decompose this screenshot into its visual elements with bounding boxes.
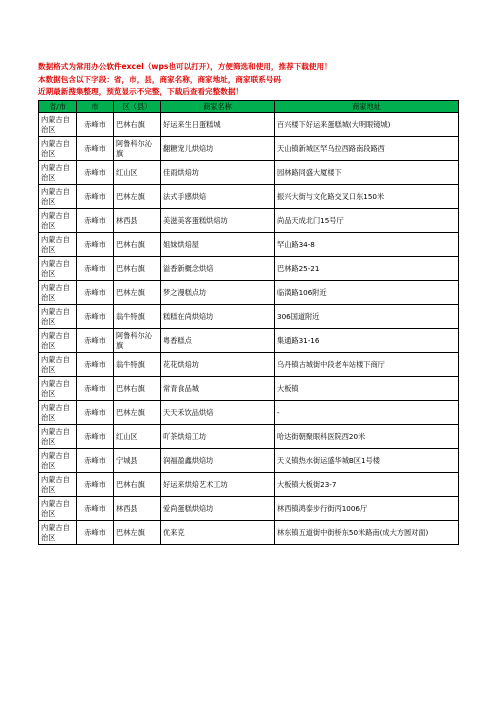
cell-merchant-name: 好运来生日蛋糕城 [161, 113, 275, 137]
cell-city: 赤峰市 [77, 281, 114, 305]
cell-city: 赤峰市 [77, 377, 114, 401]
cell-city: 赤峰市 [77, 305, 114, 329]
cell-city: 赤峰市 [77, 353, 114, 377]
cell-address: 306国道附近 [275, 305, 459, 329]
cell-merchant-name: 花花烘焙坊 [161, 353, 275, 377]
cell-province: 内蒙古自治区 [39, 233, 77, 257]
cell-merchant-name: 常青食品城 [161, 377, 275, 401]
cell-province: 内蒙古自治区 [39, 353, 77, 377]
cell-merchant-name: 佳雨烘焙坊 [161, 161, 275, 185]
cell-province: 内蒙古自治区 [39, 377, 77, 401]
cell-merchant-name: 糕糕在尚烘焙坊 [161, 305, 275, 329]
cell-city: 赤峰市 [77, 425, 114, 449]
table-row [39, 305, 459, 329]
notice-line-1: 数据格式为常用办公软件excel（wps也可以打开），方便筛选和使用，推荐下载使用！ [38, 62, 332, 71]
table-row [39, 521, 459, 545]
cell-merchant-name: 吖茶烘焙工坊 [161, 425, 275, 449]
cell-address: 乌丹镇古城街中段老车站楼下商厅 [275, 353, 459, 377]
cell-merchant-name: 姐妹烘焙屋 [161, 233, 275, 257]
cell-merchant-name: 粤香糕点 [161, 329, 275, 353]
table-row [39, 497, 459, 521]
table-row [39, 425, 459, 449]
cell-city: 赤峰市 [77, 401, 114, 425]
cell-province: 内蒙古自治区 [39, 257, 77, 281]
cell-province: 内蒙古自治区 [39, 185, 77, 209]
cell-city: 赤峰市 [77, 185, 114, 209]
cell-address: 天义镇热水街运盛华城B区1号楼 [275, 449, 459, 473]
cell-district: 宁城县 [114, 449, 161, 473]
cell-district: 阿鲁科尔沁旗 [114, 329, 161, 353]
table-header-row [39, 101, 459, 113]
notice-block [38, 61, 468, 99]
cell-district: 翁牛特旗 [114, 353, 161, 377]
cell-district: 巴林左旗 [114, 281, 161, 305]
header-merchant-name: 商家名称 [161, 101, 275, 113]
cell-district: 巴林右旗 [114, 257, 161, 281]
cell-district: 红山区 [114, 161, 161, 185]
cell-province: 内蒙古自治区 [39, 305, 77, 329]
table-row [39, 329, 459, 353]
cell-address: 林西镇鸿泰步行街丙1006厅 [275, 497, 459, 521]
cell-district: 红山区 [114, 425, 161, 449]
merchant-table [38, 100, 459, 545]
cell-province: 内蒙古自治区 [39, 449, 77, 473]
cell-city: 赤峰市 [77, 497, 114, 521]
table-row [39, 449, 459, 473]
cell-merchant-name: 好运来烘焙艺术工坊 [161, 473, 275, 497]
table-row [39, 185, 459, 209]
table-row [39, 473, 459, 497]
cell-merchant-name: 天天禾饮品烘焙 [161, 401, 275, 425]
cell-province: 内蒙古自治区 [39, 137, 77, 161]
cell-merchant-name: 润福盈鑫烘焙坊 [161, 449, 275, 473]
cell-address: 百兴楼下好运来蛋糕城(大明眼镜城) [275, 113, 459, 137]
notice-line-2: 本数据包含以下字段：省，市，县，商家名称，商家地址，商家联系号码 [38, 74, 281, 84]
cell-address: - [275, 401, 459, 425]
table-row [39, 257, 459, 281]
table-row [39, 161, 459, 185]
cell-district: 巴林右旗 [114, 233, 161, 257]
cell-province: 内蒙古自治区 [39, 401, 77, 425]
cell-district: 巴林左旗 [114, 185, 161, 209]
cell-address: 临潢路106附近 [275, 281, 459, 305]
table-body [39, 113, 459, 545]
cell-district: 巴林左旗 [114, 401, 161, 425]
table-row [39, 401, 459, 425]
cell-district: 巴林左旗 [114, 521, 161, 545]
cell-province: 内蒙古自治区 [39, 209, 77, 233]
header-province: 省/市 [39, 101, 77, 113]
cell-province: 内蒙古自治区 [39, 473, 77, 497]
cell-city: 赤峰市 [77, 473, 114, 497]
cell-district: 巴林右旗 [114, 473, 161, 497]
cell-city: 赤峰市 [77, 257, 114, 281]
table-row [39, 377, 459, 401]
cell-merchant-name: 翻糖宠儿烘焙坊 [161, 137, 275, 161]
cell-district: 林西县 [114, 497, 161, 521]
cell-merchant-name: 梦之漫糕点坊 [161, 281, 275, 305]
cell-province: 内蒙古自治区 [39, 497, 77, 521]
cell-province: 内蒙古自治区 [39, 113, 77, 137]
cell-merchant-name: 法式手感烘焙 [161, 185, 275, 209]
cell-city: 赤峰市 [77, 449, 114, 473]
cell-province: 内蒙古自治区 [39, 281, 77, 305]
cell-address: 大板镇大板街23-7 [275, 473, 459, 497]
cell-city: 赤峰市 [77, 329, 114, 353]
cell-address: 集通路31-16 [275, 329, 459, 353]
header-district: 区（县） [114, 101, 161, 113]
table-row [39, 353, 459, 377]
cell-address: 振兴大街与文化路交叉口东150米 [275, 185, 459, 209]
cell-province: 内蒙古自治区 [39, 425, 77, 449]
cell-address: 林东镇五道街中街桥东50米路南(成大方圆对面) [275, 521, 459, 545]
cell-address: 哈达街朝聚眼科医院西20米 [275, 425, 459, 449]
cell-province: 内蒙古自治区 [39, 521, 77, 545]
cell-district: 阿鲁科尔沁旗 [114, 137, 161, 161]
cell-merchant-name: 优来克 [161, 521, 275, 545]
cell-district: 巴林右旗 [114, 377, 161, 401]
cell-merchant-name: 溢香新概念烘焙 [161, 257, 275, 281]
cell-city: 赤峰市 [77, 209, 114, 233]
header-city: 市 [77, 101, 114, 113]
cell-address: 尚品天成北门15号厅 [275, 209, 459, 233]
cell-merchant-name: 美滋美客蛋糕烘焙坊 [161, 209, 275, 233]
table-row [39, 137, 459, 161]
cell-city: 赤峰市 [77, 233, 114, 257]
cell-city: 赤峰市 [77, 521, 114, 545]
table-row [39, 233, 459, 257]
cell-address: 园林路同盛大厦楼下 [275, 161, 459, 185]
cell-city: 赤峰市 [77, 113, 114, 137]
cell-merchant-name: 爱尚蛋糕烘焙坊 [161, 497, 275, 521]
cell-address: 罕山路34-8 [275, 233, 459, 257]
cell-city: 赤峰市 [77, 161, 114, 185]
cell-address: 大板镇 [275, 377, 459, 401]
table-row [39, 113, 459, 137]
table-row [39, 209, 459, 233]
cell-district: 翁牛特旗 [114, 305, 161, 329]
cell-province: 内蒙古自治区 [39, 329, 77, 353]
cell-district: 巴林右旗 [114, 113, 161, 137]
cell-address: 巴林路25-21 [275, 257, 459, 281]
notice-line-3: 近期最新搜集整理，预览显示不完整，下载后查看完整数据！ [38, 87, 244, 96]
cell-city: 赤峰市 [77, 137, 114, 161]
cell-district: 林西县 [114, 209, 161, 233]
header-merchant-address: 商家地址 [275, 101, 459, 113]
cell-address: 天山镇新城区罕乌拉西路南段路西 [275, 137, 459, 161]
table-row [39, 281, 459, 305]
cell-province: 内蒙古自治区 [39, 161, 77, 185]
